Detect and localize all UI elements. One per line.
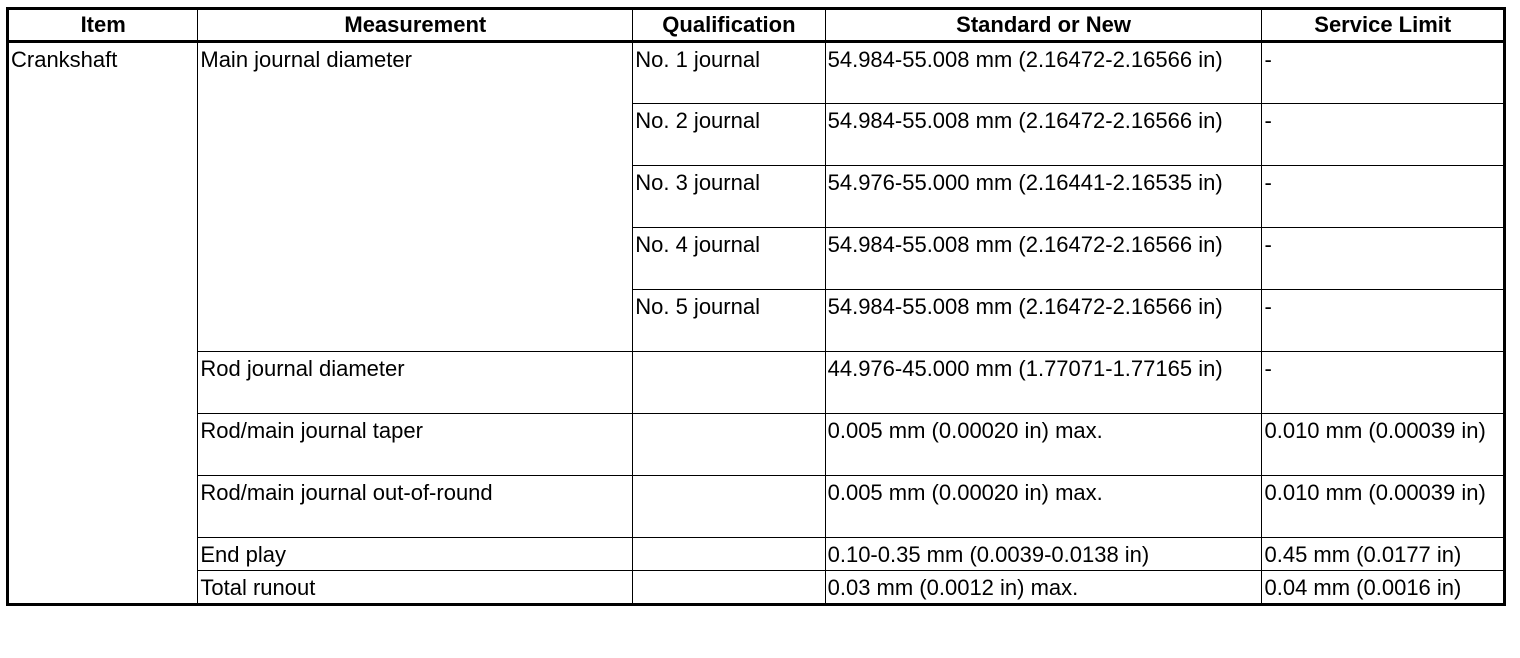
qualification-cell xyxy=(633,352,825,414)
measurement-cell: Rod/main journal out-of-round xyxy=(198,476,633,538)
qualification-cell: No. 1 journal xyxy=(633,42,825,104)
service-limit-cell: - xyxy=(1262,290,1505,352)
standard-cell: 44.976-45.000 mm (1.77071-1.77165 in) xyxy=(825,352,1262,414)
qualification-cell xyxy=(633,414,825,476)
table-row xyxy=(8,414,1505,476)
service-limit-cell: 0.010 mm (0.00039 in) xyxy=(1262,476,1505,538)
service-limit-cell: - xyxy=(1262,228,1505,290)
standard-cell: 0.03 mm (0.0012 in) max. xyxy=(825,571,1262,605)
table-row xyxy=(8,476,1505,538)
standard-cell: 0.10-0.35 mm (0.0039-0.0138 in) xyxy=(825,538,1262,571)
header-service-limit: Service Limit xyxy=(1262,9,1505,42)
service-limit-cell: 0.04 mm (0.0016 in) xyxy=(1262,571,1505,605)
table-row xyxy=(8,42,1505,104)
header-measurement: Measurement xyxy=(198,9,633,42)
standard-cell: 54.984-55.008 mm (2.16472-2.16566 in) xyxy=(825,290,1262,352)
table-row xyxy=(8,538,1505,571)
service-limit-cell: - xyxy=(1262,352,1505,414)
measurement-cell: Main journal diameter xyxy=(198,42,633,352)
qualification-cell xyxy=(633,538,825,571)
standard-cell: 0.005 mm (0.00020 in) max. xyxy=(825,414,1262,476)
service-limit-cell: - xyxy=(1262,104,1505,166)
crankshaft-spec-table xyxy=(6,7,1506,606)
qualification-cell: No. 5 journal xyxy=(633,290,825,352)
measurement-cell: Rod/main journal taper xyxy=(198,414,633,476)
service-limit-cell: - xyxy=(1262,42,1505,104)
header-standard: Standard or New xyxy=(825,9,1262,42)
measurement-cell: Rod journal diameter xyxy=(198,352,633,414)
item-cell: Crankshaft xyxy=(8,42,198,605)
standard-cell: 54.984-55.008 mm (2.16472-2.16566 in) xyxy=(825,42,1262,104)
service-limit-cell: 0.45 mm (0.0177 in) xyxy=(1262,538,1505,571)
standard-cell: 54.984-55.008 mm (2.16472-2.16566 in) xyxy=(825,228,1262,290)
header-item: Item xyxy=(8,9,198,42)
service-limit-cell: - xyxy=(1262,166,1505,228)
qualification-cell: No. 3 journal xyxy=(633,166,825,228)
measurement-cell: Total runout xyxy=(198,571,633,605)
table-row xyxy=(8,571,1505,605)
qualification-cell: No. 4 journal xyxy=(633,228,825,290)
standard-cell: 0.005 mm (0.00020 in) max. xyxy=(825,476,1262,538)
qualification-cell: No. 2 journal xyxy=(633,104,825,166)
header-row xyxy=(8,9,1505,42)
standard-cell: 54.976-55.000 mm (2.16441-2.16535 in) xyxy=(825,166,1262,228)
standard-cell: 54.984-55.008 mm (2.16472-2.16566 in) xyxy=(825,104,1262,166)
qualification-cell xyxy=(633,476,825,538)
header-qualification: Qualification xyxy=(633,9,825,42)
service-limit-cell: 0.010 mm (0.00039 in) xyxy=(1262,414,1505,476)
qualification-cell xyxy=(633,571,825,605)
measurement-cell: End play xyxy=(198,538,633,571)
table-row xyxy=(8,352,1505,414)
